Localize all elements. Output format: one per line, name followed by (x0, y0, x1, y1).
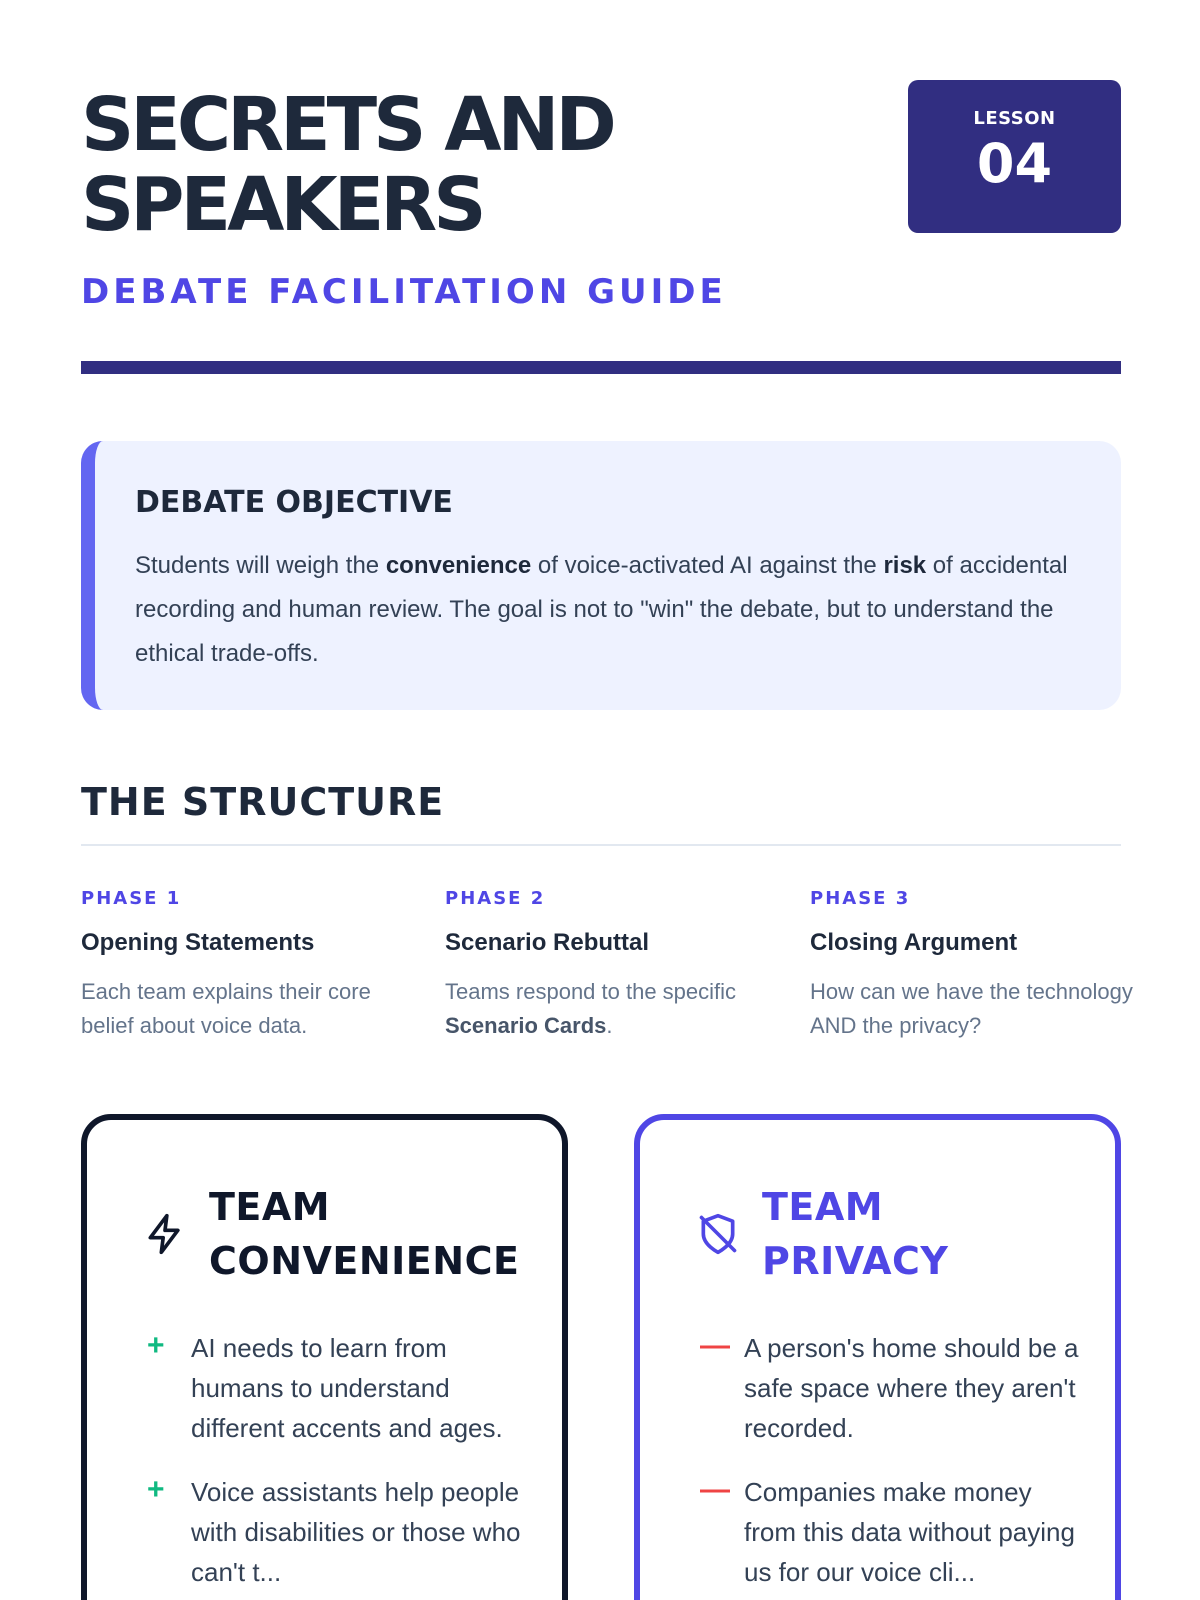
list-item: — Companies make money from this data without paying us for our voice cli... (700, 1472, 1080, 1592)
phase-description: Teams respond to the specific Scenario Cards. (445, 979, 737, 1038)
phase-3 (810, 888, 1140, 1043)
lesson-label: LESSON (973, 108, 1056, 129)
phase-label: PHASE 2 (445, 888, 546, 909)
header-divider (81, 361, 1121, 374)
phase-2 (445, 888, 775, 1043)
objective-heading: DEBATE OBJECTIVE (135, 485, 453, 520)
list-item: + AI needs to learn from humans to understand different accents and ages. (147, 1328, 527, 1448)
plus-icon: + (147, 1329, 165, 1362)
minus-icon: — (700, 1473, 730, 1506)
team-convenience-card (81, 1114, 568, 1600)
team-privacy-header (696, 1180, 1082, 1288)
objective-text: Students will weigh the convenience of voice-activated AI against the risk of accidental recording and human review. The goal is not to "win" the debate, but to understand the ethical trade-offs. (135, 552, 1068, 667)
scenario-cards-bold: Scenario Cards (445, 1013, 607, 1038)
phase-description: How can we have the technology AND the privacy? (810, 979, 1133, 1038)
list-item: — A person's home should be a safe space where they aren't recorded. (700, 1328, 1080, 1448)
lesson-badge (908, 80, 1121, 233)
shield-off-icon (696, 1212, 740, 1256)
objective-callout (81, 441, 1121, 710)
lesson-number: 04 (976, 132, 1053, 195)
title-line-1: SECRETS AND (81, 82, 613, 168)
lightning-bolt-icon (143, 1212, 187, 1256)
page-subtitle: DEBATE FACILITATION GUIDE (81, 272, 727, 312)
team-convenience-title: TEAM CONVENIENCE (209, 1185, 520, 1283)
team-privacy-points (700, 1328, 1080, 1600)
team-privacy-card (634, 1114, 1121, 1600)
objective-bold-risk: risk (883, 552, 927, 579)
plus-icon: + (147, 1473, 165, 1506)
phase-name: Scenario Rebuttal (445, 929, 650, 956)
team-privacy-title: TEAM PRIVACY (762, 1185, 949, 1283)
structure-divider (81, 844, 1121, 846)
minus-icon: — (700, 1329, 730, 1362)
phase-name: Closing Argument (810, 929, 1018, 956)
phase-name: Opening Statements (81, 929, 315, 956)
objective-bold-convenience: convenience (385, 552, 532, 579)
list-item: + Voice assistants help people with disabilities or those who can't t... (147, 1472, 527, 1592)
phase-label: PHASE 3 (810, 888, 911, 909)
structure-heading: THE STRUCTURE (81, 780, 445, 824)
page-title (81, 82, 801, 248)
phase-description: Each team explains their core belief about voice data. (81, 979, 371, 1038)
phase-label: PHASE 1 (81, 888, 182, 909)
page-header (81, 80, 1121, 380)
team-convenience-header (143, 1180, 529, 1288)
title-line-2: SPEAKERS (81, 162, 483, 248)
phase-1 (81, 888, 411, 1043)
team-convenience-points (147, 1328, 527, 1600)
